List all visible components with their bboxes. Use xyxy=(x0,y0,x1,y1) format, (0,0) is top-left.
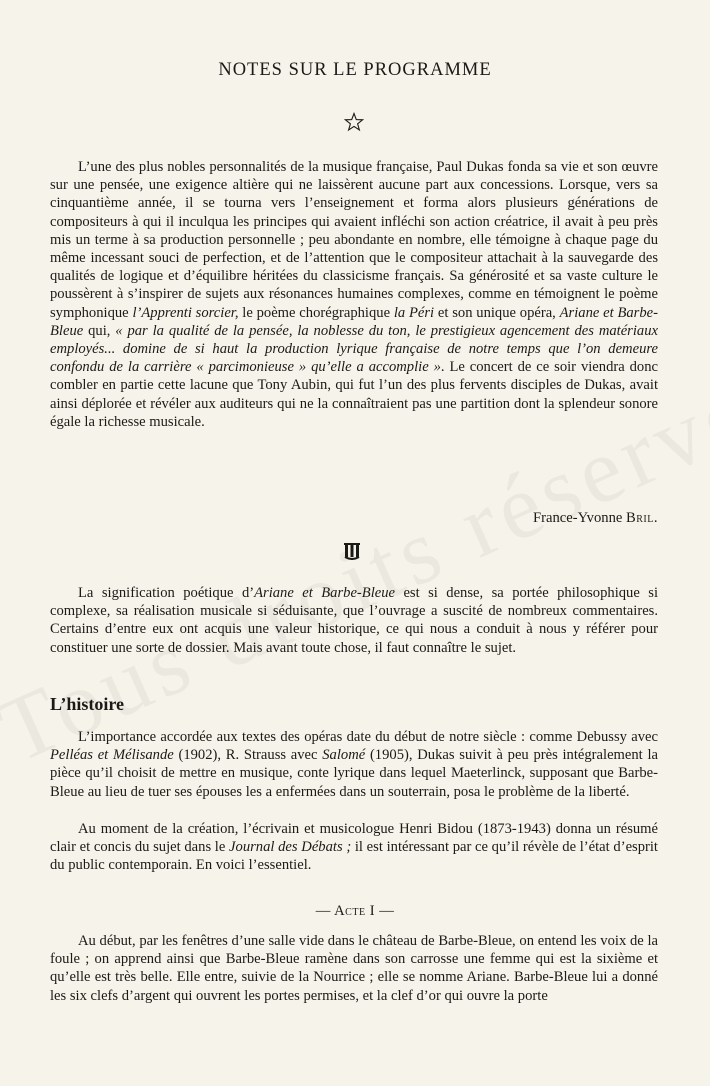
work-title: Ariane et Barbe-Bleue xyxy=(50,304,658,339)
author-signature xyxy=(533,510,658,527)
text-run: (1905), Dukas suivit à peu près intégralement la pièce qu’il choisit de mettre en musique, conte lyrique dans lequel Maeterlinck, supposant que Barbe-Bleue au lieu de tuer ses épouses les a enfermées dans un souterrain, posa le problème de la liberté. xyxy=(50,747,658,800)
author-last-name: Bril. xyxy=(626,510,658,526)
paragraph-signification xyxy=(50,584,658,657)
work-title: Ariane et Barbe-Bleue xyxy=(254,585,395,601)
work-title: la Péri xyxy=(393,304,435,321)
text-run: le poème chorégraphique xyxy=(238,304,394,321)
publication-title: Journal des Débats ; xyxy=(229,839,352,856)
text-run: et son unique opéra, xyxy=(434,304,560,321)
text-run: Au début, par les fenêtres d’une salle vide dans le château de Barbe-Bleue, on entend les voix de la foule ; on apprend ainsi que Barbe-Bleue ramène dans son carrosse une femme qui est la sixième et qu’elle est très belle. Elle entre, suivie de la Nourrice ; elle se nomme Ariane. Barbe-Bleue lui a donné les six clefs d’argent qui ouvrent les portes permises, et la clef d’or qui ouvre la porte xyxy=(50,933,658,1004)
work-title: Salomé xyxy=(322,747,366,764)
work-title: l’Apprenti sorcier, xyxy=(132,304,239,321)
text-run: La signification poétique d’ xyxy=(78,585,255,601)
text-run: (1902), R. Strauss avec xyxy=(173,747,323,764)
text-run: il est intéressant par ce qu’il révèle de l’état d’esprit du public contemporain. En voici l’essentiel. xyxy=(50,839,658,874)
text-run: Au moment de la création, l’écrivain et musicologue Henri Bidou (1873-1943) donna un résumé clair et concis du sujet dans le xyxy=(50,821,658,856)
paragraph-creation xyxy=(50,820,658,875)
paragraph-introduction xyxy=(50,158,658,431)
monogram-ornament-icon xyxy=(344,542,360,560)
work-title: Pelléas et Mélisande xyxy=(50,747,174,764)
paragraph-act-one xyxy=(50,932,658,1005)
quotation: « par la qualité de la pensée, la noblesse du ton, le prestigieux agencement des matériaux employés... domine de si haut la production lyrique française de notre temps que l’on demeure confondu de la carrière « parcimonieuse » qu’elle a accomplie » xyxy=(50,322,658,376)
paragraph-importance xyxy=(50,728,658,801)
text-run: . Le concert de ce soir viendra donc combler en partie cette lacune que Tony Aubin, qui fut l’un des plus fervents disciples de Dukas, avait ainsi déplorée et révéler aux auditeurs qui ne la connaîtraient pas une partition dont la splendeur sonore égale la richesse musicale. xyxy=(50,359,658,430)
page-title: NOTES SUR LE PROGRAMME xyxy=(218,60,492,80)
act-heading: — Acte I — xyxy=(315,903,395,919)
star-outline-icon xyxy=(344,112,364,132)
text-run: L’importance accordée aux textes des opéras date du début de notre siècle : comme Debussy avec xyxy=(78,729,658,745)
author-first-name: France-Yvonne xyxy=(533,510,626,526)
text-run: est si dense, sa portée philosophique si complexe, sa réalisation musicale si séduisante, que l’ouvrage a suscité de nombreux commentaires. Certains d’entre eux ont acquis une valeur historique, ce qui nous a conduit à nous y référer pour constituer une sorte de dossier. Mais avant toute chose, il faut connaître le sujet. xyxy=(50,585,658,656)
text-run: qui, xyxy=(83,322,116,339)
text-run: L’une des plus nobles personnalités de la musique française, Paul Dukas fonda sa vie et son œuvre sur une pensée, une exigence altière qui ne laissèrent aucune part aux concessions. Lorsque, vers sa cinquantième année, il se tourna vers l’enseignement et forma alors plusieurs générations de compositeurs à qui il inculqua les principes qui avaient infléchi son action créatrice, il avait à peu près mis un terme à sa production personnelle ; peu abondante en nombre, elle témoigne à chaque page du même incessant souci de perfection, et de l’attention que le compositeur attachait à la sauvegarde des qualités de logique et d’équilibre héritées du classicisme français. Sa générosité et sa vaste culture le poussèrent à s’inspirer de sujets aux résonances humaines complexes, comme en témoignent le poème symphonique xyxy=(50,159,658,321)
section-heading: L’histoire xyxy=(50,694,125,714)
